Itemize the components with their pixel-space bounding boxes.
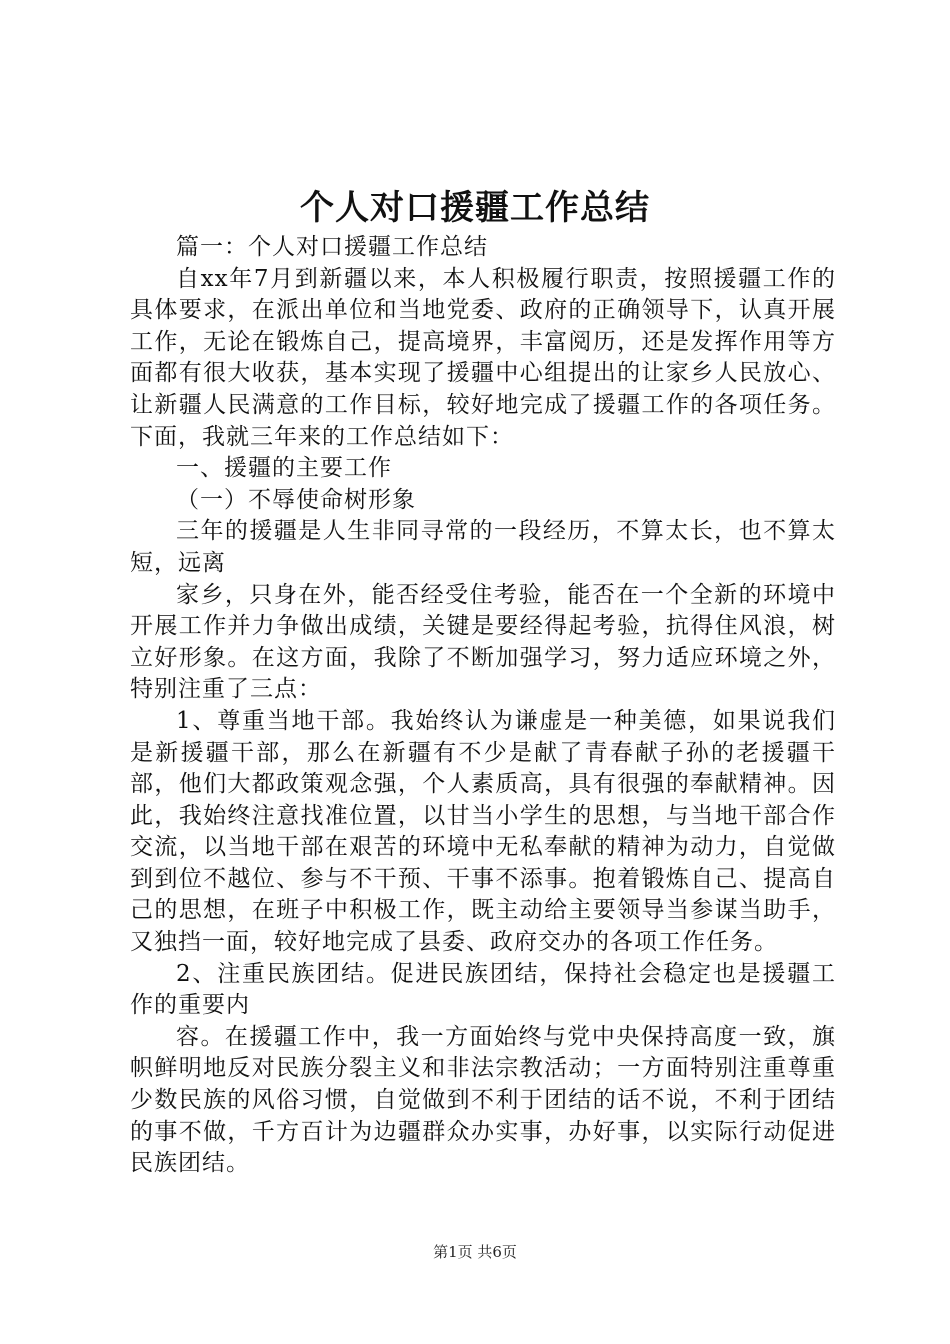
section-heading: 一、援疆的主要工作 xyxy=(176,455,392,482)
document-body xyxy=(130,232,836,1180)
body-paragraph: 家乡，只身在外，能否经受住考验，能否在一个全新的环境中开展工作并力争做出成绩，关键是要经得起考验，抗得住风浪，树立好形象。在这方面，我除了不断加强学习，努力适应环境之外，特别注重了三点： xyxy=(130,581,836,703)
section-label: 篇一：个人对口援疆工作总结 xyxy=(176,234,488,260)
document-title: 个人对口援疆工作总结 xyxy=(300,188,650,228)
body-paragraph: 自xx年7月到新疆以来，本人积极履行职责，按照援疆工作的具体要求，在派出单位和当地党委、政府的正确领导下，认真开展工作，无论在锻炼自己，提高境界，丰富阅历，还是发挥作用等方面都有很大收获，基本实现了援疆中心组提出的让家乡人民放心、让新疆人民满意的工作目标，较好地完成了援疆工作的各项任务。下面，我就三年来的工作总结如下： xyxy=(130,265,836,450)
body-paragraph: 三年的援疆是人生非同寻常的一段经历，不算太长，也不算太短，远离 xyxy=(130,518,836,576)
body-paragraph: 1、尊重当地干部。我始终认为谦虚是一种美德，如果说我们是新援疆干部，那么在新疆有不少是献了青春献子孙的老援疆干部，他们大都政策观念强，个人素质高，具有很强的奉献精神。因此，我始终注意找准位置，以甘当小学生的思想，与当地干部合作交流，以当地干部在艰苦的环境中无私奉献的精神为动力，自觉做到到位不越位、参与不干预、干事不添事。抱着锻炼自己、提高自己的思想，在班子中积极工作，既主动给主要领导当参谋当助手，又独挡一面，较好地完成了县委、政府交办的各项工作任务。 xyxy=(130,707,836,956)
body-paragraph: 容。在援疆工作中，我一方面始终与党中央保持高度一致，旗帜鲜明地反对民族分裂主义和非法宗教活动；一方面特别注重尊重少数民族的风俗习惯，自觉做到不利于团结的话不说，不利于团结的事不做，千方百计为边疆群众办实事，办好事，以实际行动促进民族团结。 xyxy=(130,1023,836,1177)
body-paragraph: 2、注重民族团结。促进民族团结，保持社会稳定也是援疆工作的重要内 xyxy=(130,960,836,1019)
page-number-footer: 第1页 共6页 xyxy=(433,1243,517,1261)
subsection-heading: （一）不辱使命树形象 xyxy=(176,486,416,513)
